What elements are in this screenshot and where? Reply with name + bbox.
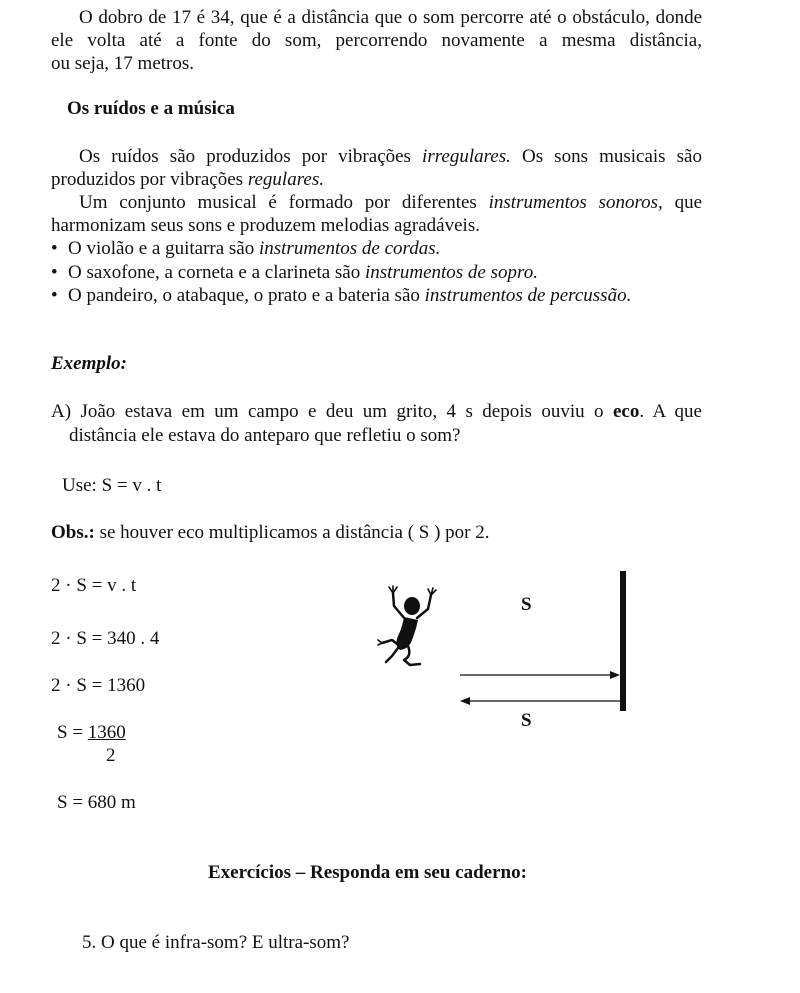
obs-label: Obs.:: [51, 522, 95, 543]
step-3: 2 · S = 1360: [51, 675, 146, 696]
exercise-question-5: 5. O que é infra-som? E ultra-som?: [82, 932, 350, 953]
question-term-echo: eco: [612, 401, 640, 422]
bullet-icon: •: [51, 285, 58, 306]
step-2: 2 · S = 340 . 4: [51, 628, 160, 649]
use-formula: Use: S = v . t: [62, 475, 162, 496]
noise-p1-d: produzidos por vibrações: [51, 169, 248, 190]
arrowhead-right-icon: [610, 671, 620, 679]
noise-p2-d: harmonizam seus sons e produzem melodias agradáveis.: [51, 215, 480, 236]
step-5: S = 680 m: [57, 792, 136, 813]
fraction-numerator: 1360: [87, 722, 126, 743]
example-question-line-2: distância ele estava do anteparo que refletiu o som?: [69, 425, 461, 446]
step-1: 2 · S = v . t: [51, 575, 137, 596]
bullet-text: O violão e a guitarra são: [68, 238, 259, 259]
noise-p1-term-irregular: irregulares.: [422, 146, 511, 167]
noise-p2-c: que: [662, 192, 702, 213]
noise-p1-a: Os ruídos são produzidos por vibrações: [79, 146, 423, 167]
bullet-text: O pandeiro, o atabaque, o prato e a bateria são: [68, 285, 425, 306]
question-text-end: . A que: [639, 401, 702, 422]
bullet-icon: •: [51, 262, 58, 283]
question-text: A) João estava em um campo e deu um grito, 4 s depois ouviu o: [51, 401, 613, 422]
noise-p1-c: Os sons musicais são: [510, 146, 702, 167]
noise-p2-a: Um conjunto musical é formado por diferentes: [79, 192, 489, 213]
bullet-term: instrumentos de percussão.: [424, 285, 632, 306]
step-4-left: S =: [57, 722, 88, 743]
bullet-icon: •: [51, 238, 58, 259]
section-heading-noise: Os ruídos e a música: [67, 98, 235, 119]
intro-line-2: donde ele volta até a fonte do som, percorrendo novamente a mesma distância,: [51, 7, 703, 51]
noise-p1-term-regular: regulares.: [247, 169, 324, 190]
shouting-person-icon: [378, 586, 436, 665]
fraction-denominator: 2: [106, 745, 116, 766]
diagram-label-distance-top: S: [521, 594, 532, 615]
bullet-term: instrumentos de cordas.: [258, 238, 441, 259]
intro-line-3: ou seja, 17 metros.: [51, 53, 195, 74]
bullet-term: instrumentos de sopro.: [365, 262, 538, 283]
diagram-label-distance-bottom: S: [521, 710, 532, 731]
arrowhead-left-icon: [460, 697, 470, 705]
bullet-text: O saxofone, a corneta e a clarineta são: [68, 262, 365, 283]
exercises-heading: Exercícios – Responda em seu caderno:: [208, 862, 527, 883]
wall-obstacle: [620, 571, 626, 711]
example-heading: Exemplo:: [51, 353, 127, 374]
noise-p2-term-instruments: instrumentos sonoros,: [488, 192, 663, 213]
obs-text: se houver eco multiplicamos a distância ( S ) por 2.: [94, 522, 490, 543]
intro-line-1: O dobro de 17 é 34, que é a distância que o som percorre até o obstáculo,: [79, 7, 650, 28]
